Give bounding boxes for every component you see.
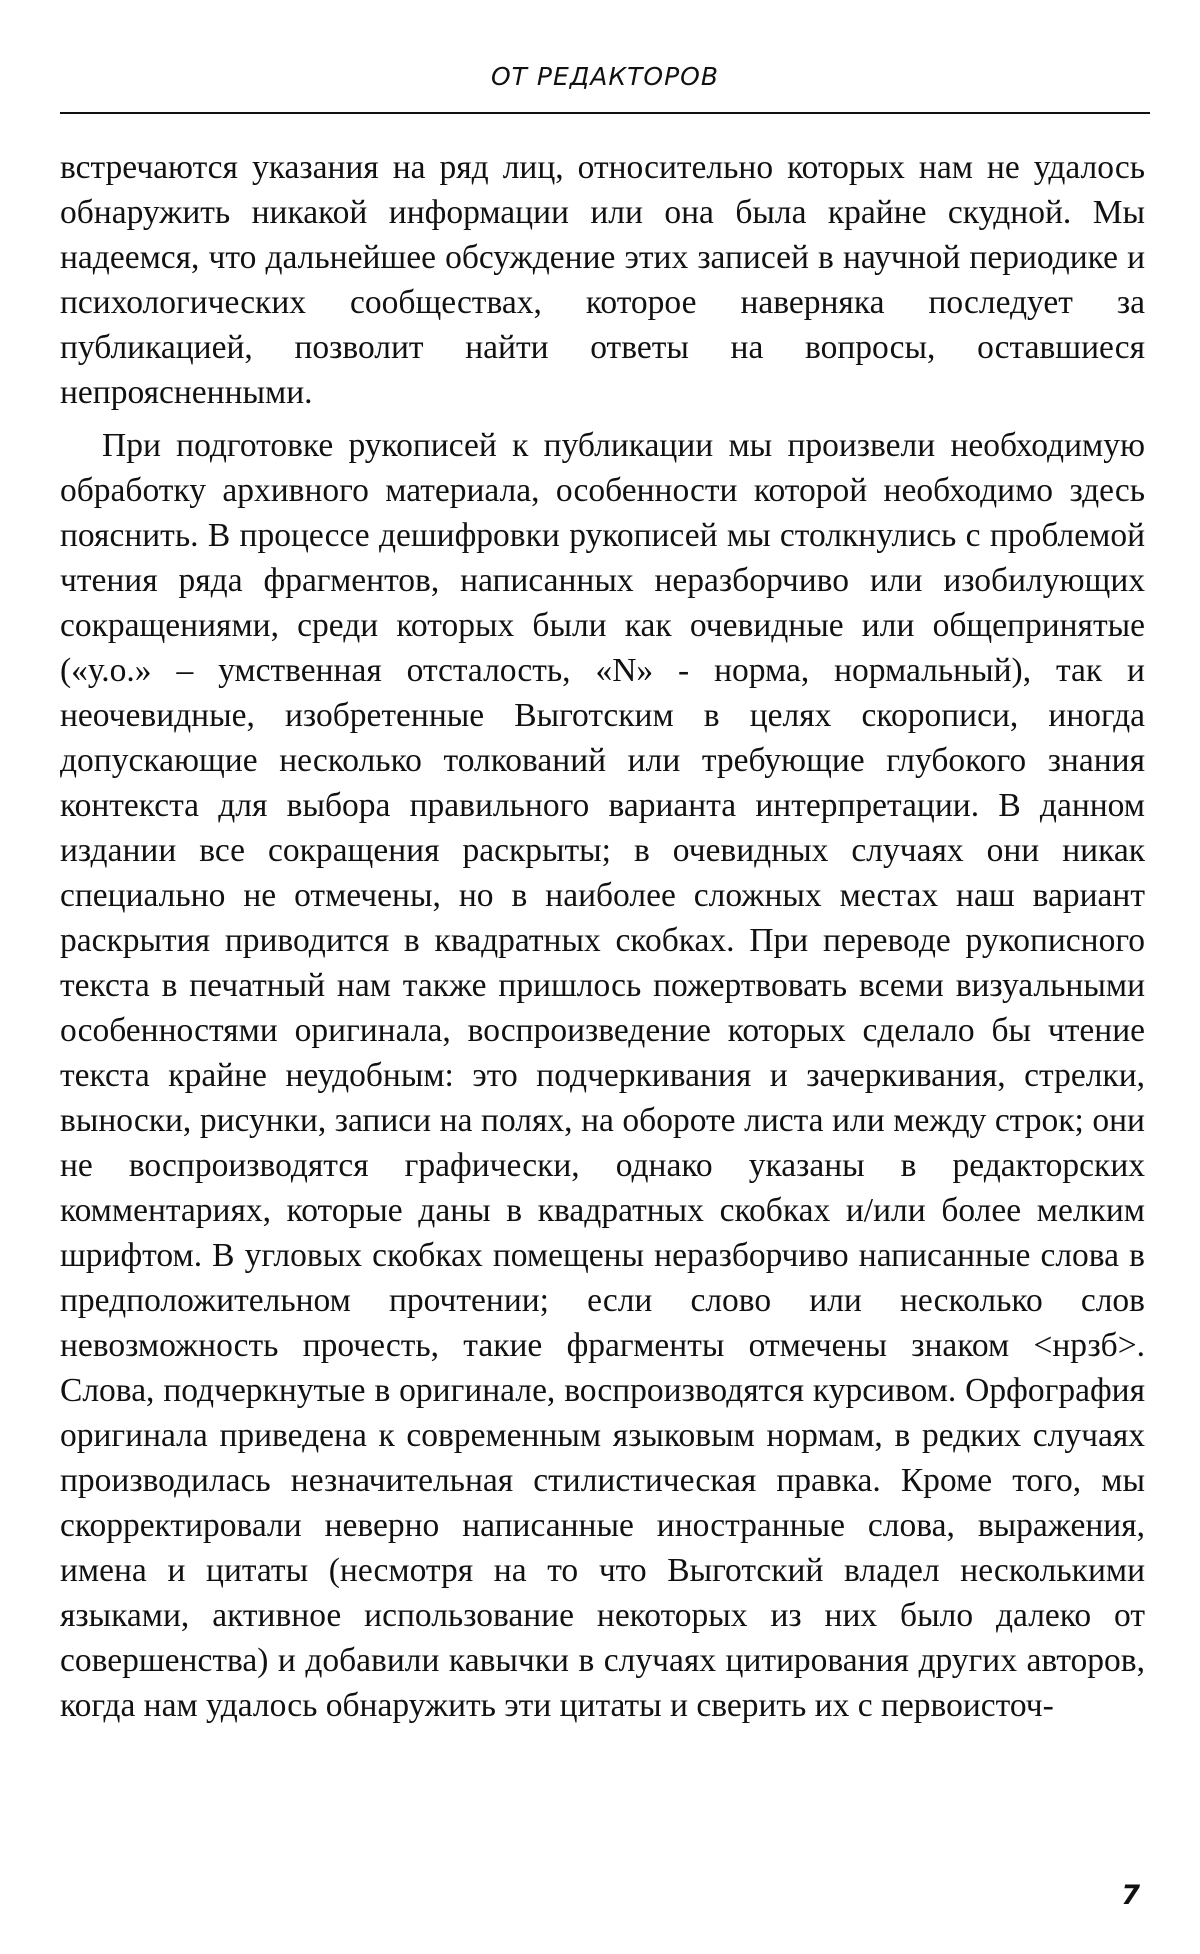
paragraph-editorial-notes: При подготовке рукописей к публикации мы произвели необходимую обработку архивного материала, особенности которой необходимо здесь пояснить. В процессе дешифровки рукописей мы столкнулись с проблемой чтения ряда фрагментов, написанных неразборчиво или изобилующих сокращениями, среди которых были как очевидные или общепринятые («у.о.» – умственная отсталость, «N» - норма, нормальный), так и неочевидные, изобретенные Выготским в целях скорописи, иногда допускающие несколько толкований или требующие глубокого знания контекста для выбора правильного варианта интерпретации. В данном издании все сокращения раскрыты; в очевидных случаях они никак специально не отмечены, но в наиболее сложных местах наш вариант раскрытия приводится в квадратных скобках. При переводе рукописного текста в печатный нам также пришлось пожертвовать всеми визуальными особенностями оригинала, воспроизведение которых сделало бы чтение текста крайне неудобным: это подчеркивания и зачеркивания, стрелки, выноски, рисунки, записи на полях, на обороте листа или между строк; они не воспроизводятся графически, однако указаны в редакторских комментариях, которые даны в квадратных скобках и/или более мелким шрифтом. В угловых скобках помещены неразборчиво написанные слова в предположительном прочтении; если слово или несколько слов невозможность прочесть, такие фрагменты отмечены знаком <нрзб>. Слова, подчеркнутые в оригинале, воспроизводятся курсивом. Орфография оригинала приведена к современным языковым нормам, в редких случаях производилась незначительная стилистическая правка. Кроме того, мы скорректировали неверно написанные иностранные слова, выражения, имена и цитаты (несмотря на то что Выготский владел несколькими языками, активное использование некоторых из них было далеко от совершенства) и добавили кавычки в случаях цитирования других авторов, когда нам удалось обнаружить эти цитаты и сверить их с первоисточ- <box>60 427 1145 1724</box>
running-title: ОТ РЕДАКТОРОВ <box>490 62 719 91</box>
page-number: 7 <box>1121 1880 1140 1911</box>
body-text <box>60 145 1145 1728</box>
header-rule <box>60 112 1150 114</box>
paragraph-continued: встречаются указания на ряд лиц, относительно которых нам не удалось обнаружить никакой информации или она была крайне скудной. Мы надеемся, что дальнейшее обсуждение этих записей в научной периодике и психологических сообществах, которое наверняка последует за публикацией, позволит найти ответы на вопросы, оставшиеся непроясненными. <box>60 149 1145 411</box>
